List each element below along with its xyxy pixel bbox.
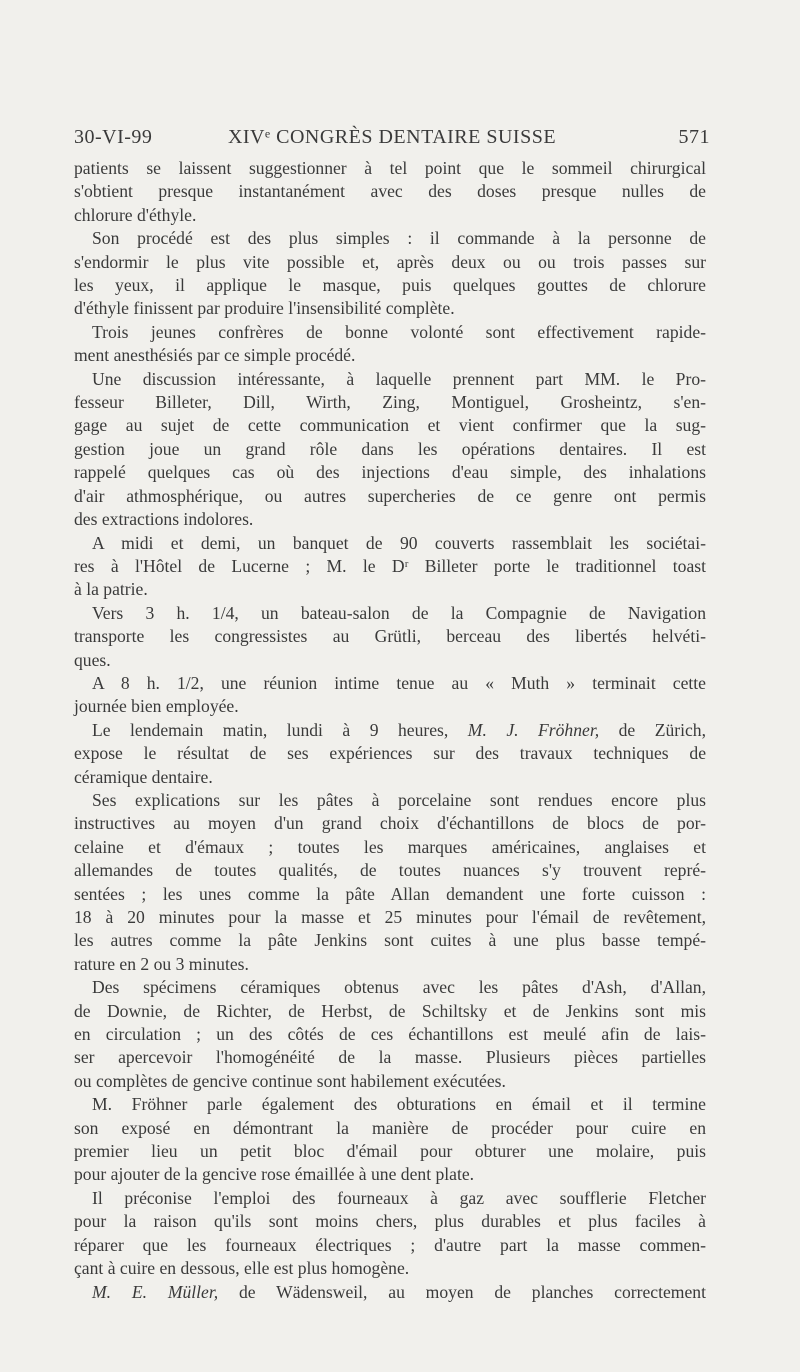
page-number: 571 [678,126,710,148]
text-line: M. Fröhner parle également des obturations en émail et il termine [92,1094,706,1115]
text-line: chlorure d'éthyle. [74,204,197,225]
text-line: s'endormir le plus vite possible et, après deux ou ou trois passes sur [74,251,706,272]
text-line: Vers 3 h. 1/4, un bateau-salon de la Compagnie de Navigation [92,602,706,623]
text-line: ques. [74,649,111,670]
text-line: céramique dentaire. [74,766,213,787]
text-line: Trois jeunes confrères de bonne volonté sont effectivement rapide- [92,321,706,342]
text-line: expose le résultat de ses expériences sur des travaux techniques de [74,743,706,764]
text-line: de Downie, de Richter, de Herbst, de Schiltsky et de Jenkins sont mis [74,1000,706,1021]
text-line-tail: de Zürich, [599,719,706,740]
text-line-lead: Le lendemain matin, lundi à 9 heures, [92,719,468,740]
text-line: Des spécimens céramiques obtenus avec les pâtes d'Ash, d'Allan, [92,977,706,998]
text-line [74,719,706,742]
text-line: rappelé quelques cas où des injections d'eau simple, des inhalations [74,462,706,483]
text-line: ou complètes de gencive continue sont habilement exécutées. [74,1070,506,1091]
text-line: pour ajouter de la gencive rose émaillée à une dent plate. [74,1164,475,1185]
text-line: s'obtient presque instantanément avec des doses presque nulles de [74,181,706,202]
text-line: A midi et demi, un banquet de 90 couverts rassemblait les sociétai- [92,532,706,553]
text-line: instructives au moyen d'un grand choix d'échantillons de blocs de por- [74,813,706,834]
text-line: son exposé en démontrant la manière de procéder pour cuire en [74,1117,706,1138]
text-line: 18 à 20 minutes pour la masse et 25 minutes pour l'émail de revêtement, [74,907,706,927]
text-line: transporte les congressistes au Grütli, berceau des libertés helvéti- [74,626,706,647]
text-line: patients se laissent suggestionner à tel point que le sommeil chirurgical [74,158,706,178]
text-line: premier lieu un petit bloc d'émail pour obturer une molaire, puis [74,1141,706,1162]
text-line: çant à cuire en dessous, elle est plus homogène. [74,1258,410,1279]
author-name: M. J. Fröhner, [467,719,600,740]
text-line: des extractions indolores. [74,509,254,530]
header-title: XIVᵉ CONGRÈS DENTAIRE SUISSE [227,126,557,148]
text-line: d'air athmosphérique, ou autres supercheries de ce genre ont permis [74,485,706,506]
author-name: M. E. Müller, [92,1281,219,1302]
text-line: ser apercevoir l'homogénéité de la masse. Plusieurs pièces partielles [74,1047,706,1068]
text-line: d'éthyle finissent par produire l'insensibilité complète. [74,298,455,319]
text-line: res à l'Hôtel de Lucerne ; M. le Dʳ Billeter porte le traditionnel toast [74,555,706,576]
text-line: Une discussion intéressante, à laquelle prennent part MM. le Pro- [92,368,706,389]
text-line: Son procédé est des plus simples : il commande à la personne de [92,228,706,249]
header-date: 30-VI-99 [74,126,153,148]
running-header [74,126,710,156]
text-line: Il préconise l'emploi des fourneaux à gaz avec soufflerie Fletcher [92,1187,706,1208]
text-line: rature en 2 ou 3 minutes. [74,953,249,974]
text-line: A 8 h. 1/2, une réunion intime tenue au « Muth » terminait cette [92,672,706,693]
text-line: à la patrie. [74,579,148,600]
text-line: en circulation ; un des côtés de ces échantillons est meulé afin de lais- [74,1024,706,1045]
text-line: les yeux, il applique le masque, puis quelques gouttes de chlorure [74,275,706,296]
text-line: sentées ; les unes comme la pâte Allan demandent une forte cuisson : [74,883,706,904]
text-line: fesseur Billeter, Dill, Wirth, Zing, Montiguel, Grosheintz, s'en- [74,392,706,413]
text-line: les autres comme la pâte Jenkins sont cuites à une plus basse tempé- [74,930,706,951]
text-line: Ses explications sur les pâtes à porcelaine sont rendues encore plus [92,789,706,810]
text-line-tail: de Wädensweil, au moyen de planches correctement [218,1281,706,1302]
text-line: gage au sujet de cette communication et vient confirmer que la sug- [74,415,706,436]
text-line: journée bien employée. [74,696,239,717]
text-line: gestion joue un grand rôle dans les opérations dentaires. Il est [74,438,706,459]
text-line: ment anesthésiés par ce simple procédé. [74,345,356,366]
body-text [74,157,706,1304]
text-line: allemandes de toutes qualités, de toutes nuances s'y trouvent repré- [74,860,706,881]
text-line: réparer que les fourneaux électriques ; d'autre part la masse commen- [74,1234,706,1255]
text-line: pour la raison qu'ils sont moins chers, plus durables et plus faciles à [74,1211,706,1232]
text-line [74,1281,706,1304]
text-line: celaine et d'émaux ; toutes les marques américaines, anglaises et [74,836,706,857]
